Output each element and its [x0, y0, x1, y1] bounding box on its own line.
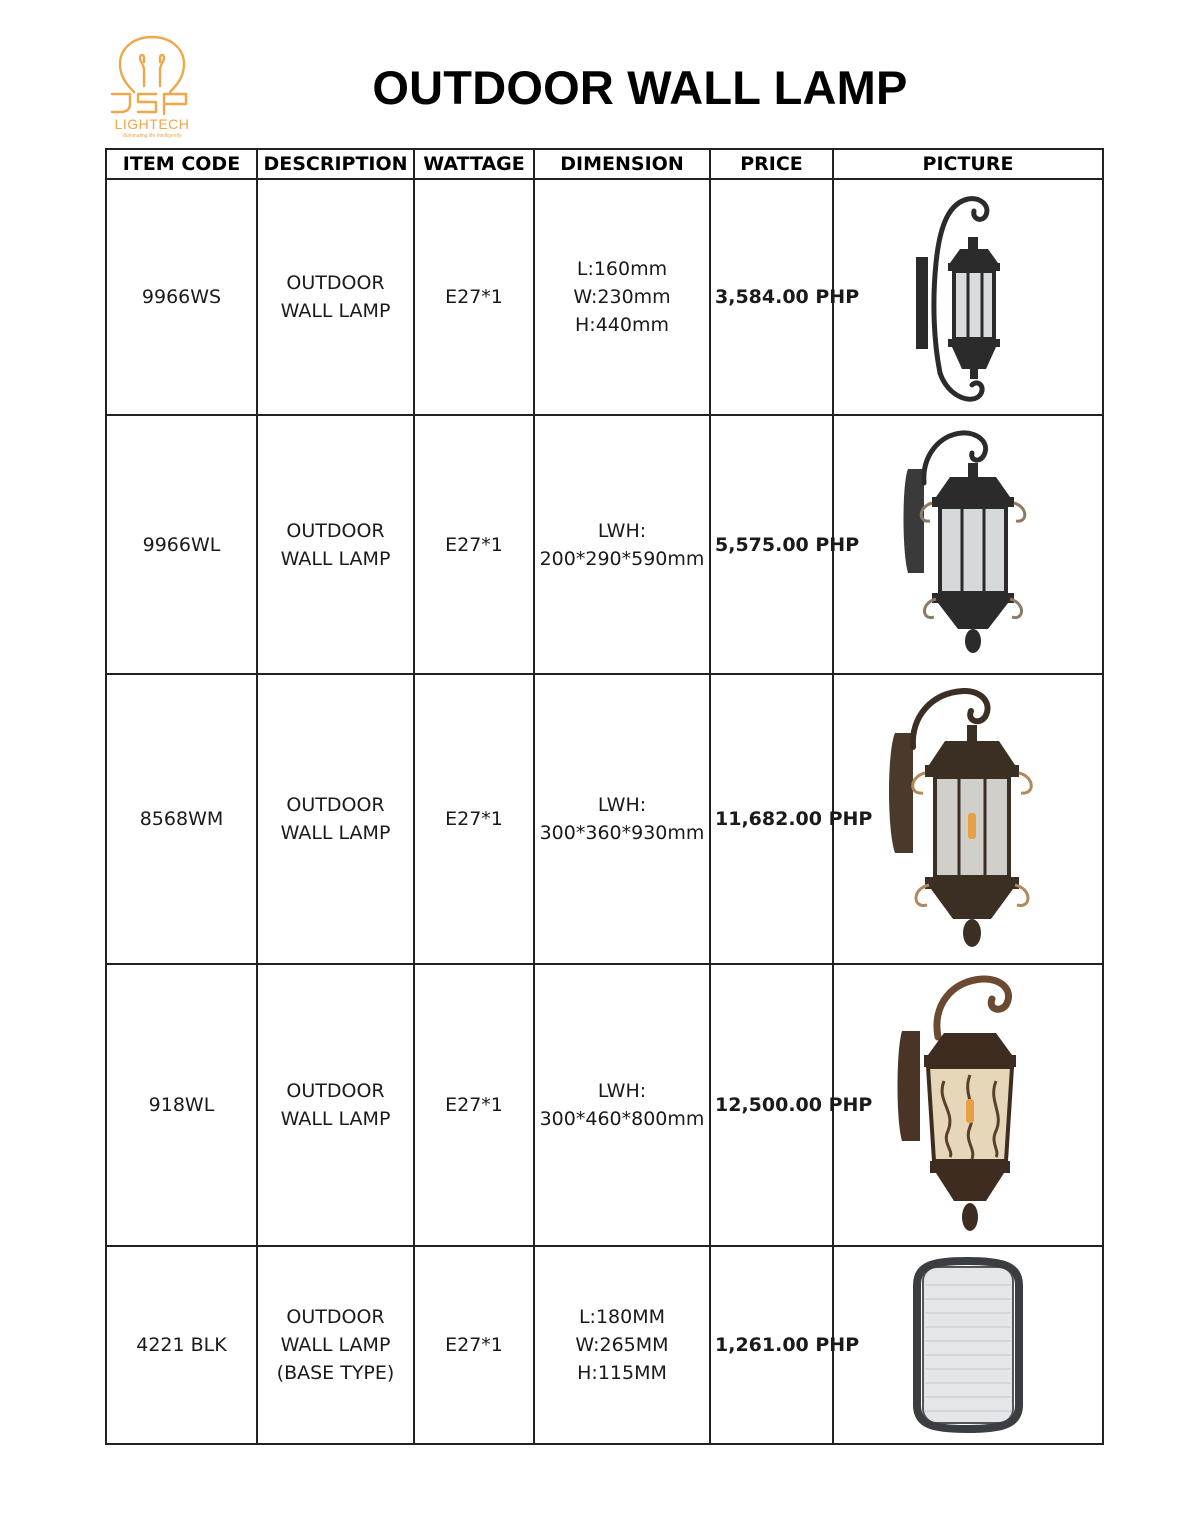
- table-row: [106, 1246, 1103, 1444]
- table-row: [106, 179, 1103, 415]
- lantern-wall-lamp-icon: [898, 183, 1038, 411]
- brand-logo: [104, 34, 200, 142]
- wattage-cell: E27*1: [414, 415, 534, 674]
- description-cell: OUTDOOR WALL LAMP (BASE TYPE): [257, 1246, 414, 1444]
- description-cell: OUTDOOR WALL LAMP: [257, 674, 414, 964]
- brand-tagline: illuminating life intelligently: [122, 133, 182, 139]
- wattage-cell: E27*1: [414, 179, 534, 415]
- item-code-cell: 918WL: [106, 964, 257, 1246]
- picture-cell: [833, 415, 1103, 674]
- bronze-lantern-wall-lamp-icon: [873, 681, 1063, 957]
- wattage-cell: E27*1: [414, 674, 534, 964]
- wattage-cell: E27*1: [414, 1246, 534, 1444]
- price-cell: 3,584.00 PHP: [710, 179, 833, 415]
- item-code-cell: 9966WS: [106, 179, 257, 415]
- filigree-lantern-wall-lamp-icon: [878, 971, 1058, 1239]
- brand-name: LIGHTECH: [114, 116, 190, 132]
- bulkhead-wall-lamp-icon: [903, 1255, 1033, 1435]
- description-cell: OUTDOOR WALL LAMP: [257, 415, 414, 674]
- header-item-code: ITEM CODE: [106, 149, 257, 179]
- header-dimension: DIMENSION: [534, 149, 710, 179]
- table-row: [106, 964, 1103, 1246]
- item-code-cell: 8568WM: [106, 674, 257, 964]
- table-row: [106, 415, 1103, 674]
- table-row: [106, 674, 1103, 964]
- header-price: PRICE: [710, 149, 833, 179]
- price-cell: 5,575.00 PHP: [710, 415, 833, 674]
- description-cell: OUTDOOR WALL LAMP: [257, 964, 414, 1246]
- product-table: [105, 148, 1104, 1445]
- header-wattage: WATTAGE: [414, 149, 534, 179]
- wattage-cell: E27*1: [414, 964, 534, 1246]
- header-picture: PICTURE: [833, 149, 1103, 179]
- dimension-cell: L:160mm W:230mm H:440mm: [534, 179, 710, 415]
- ornate-lantern-wall-lamp-icon: [878, 423, 1058, 667]
- description-cell: OUTDOOR WALL LAMP: [257, 179, 414, 415]
- dimension-cell: L:180MM W:265MM H:115MM: [534, 1246, 710, 1444]
- lightbulb-logo-icon: [104, 34, 200, 118]
- price-cell: 1,261.00 PHP: [710, 1246, 833, 1444]
- table-header-row: [106, 149, 1103, 179]
- picture-cell: [833, 674, 1103, 964]
- price-cell: 11,682.00 PHP: [710, 674, 833, 964]
- item-code-cell: 9966WL: [106, 415, 257, 674]
- dimension-cell: LWH: 300*360*930mm: [534, 674, 710, 964]
- picture-cell: [833, 964, 1103, 1246]
- dimension-cell: LWH: 200*290*590mm: [534, 415, 710, 674]
- item-code-cell: 4221 BLK: [106, 1246, 257, 1444]
- price-cell: 12,500.00 PHP: [710, 964, 833, 1246]
- picture-cell: [833, 1246, 1103, 1444]
- page-title: OUTDOOR WALL LAMP: [372, 61, 908, 114]
- dimension-cell: LWH: 300*460*800mm: [534, 964, 710, 1246]
- header-description: DESCRIPTION: [257, 149, 414, 179]
- picture-cell: [833, 179, 1103, 415]
